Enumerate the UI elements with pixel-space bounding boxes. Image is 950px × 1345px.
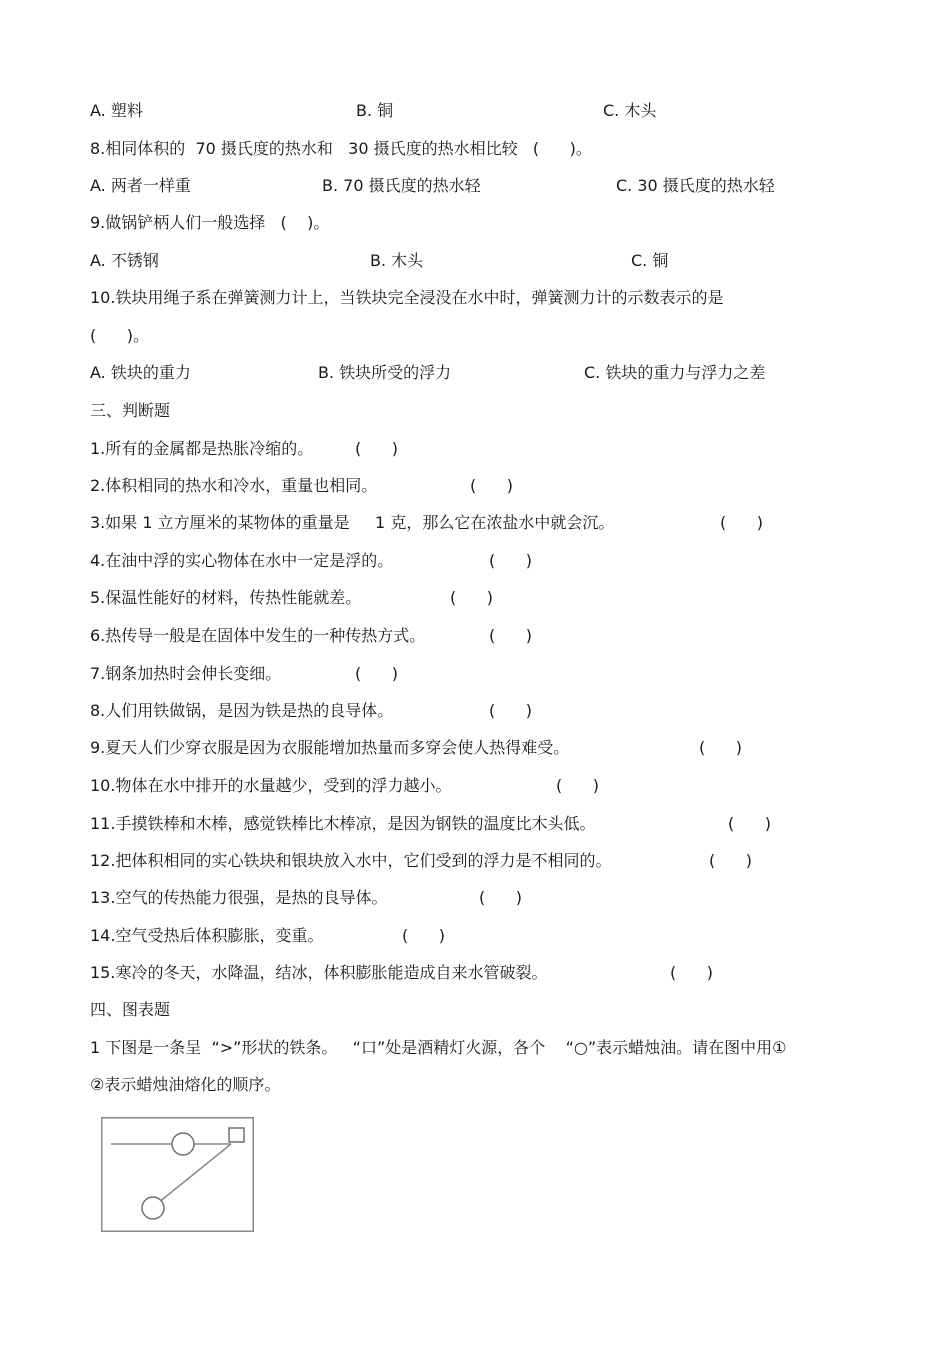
q10-option-b: B. 铁块所受的浮力	[318, 363, 452, 382]
judge-paren-12: ( )	[709, 851, 752, 870]
q7-option-b: B. 铜	[356, 101, 394, 120]
judge-item-9: 9.夏天人们少穿衣服是因为衣服能增加热量而多穿会使人热得难受。	[90, 738, 570, 757]
q9-option-c: C. 铜	[631, 251, 669, 270]
iron-bar-figure	[101, 1117, 254, 1232]
q8-stem: 8.相同体积的 70 摄氏度的热水和 30 摄氏度的热水相比较 ( )。	[90, 139, 592, 158]
judge-paren-11: ( )	[728, 814, 771, 833]
judge-item-15: 15.寒冷的冬天，水降温，结冰，体积膨胀能造成自来水管破裂。	[90, 963, 548, 982]
section4-title: 四、图表题	[90, 1000, 171, 1019]
judge-paren-5: ( )	[450, 588, 493, 607]
judge-paren-2: ( )	[470, 476, 513, 495]
wax-circle-icon	[142, 1197, 164, 1219]
judge-paren-10: ( )	[556, 776, 599, 795]
judge-item-10: 10.物体在水中排开的水量越少，受到的浮力越小。	[90, 776, 452, 795]
judge-paren-7: ( )	[355, 664, 398, 683]
judge-paren-3: ( )	[720, 513, 763, 532]
judge-item-2: 2.体积相同的热水和冷水，重量也相同。	[90, 476, 378, 495]
judge-paren-6: ( )	[489, 626, 532, 645]
judge-item-8: 8.人们用铁做锅，是因为铁是热的良导体。	[90, 701, 394, 720]
judge-item-6: 6.热传导一般是在固体中发生的一种传热方式。	[90, 626, 426, 645]
q8-option-b: B. 70 摄氏度的热水轻	[322, 176, 481, 195]
section4-q1-line2: ②表示蜡烛油熔化的顺序。	[90, 1075, 281, 1094]
q10-option-a: A. 铁块的重力	[90, 363, 191, 382]
judge-paren-14: ( )	[402, 926, 445, 945]
wax-circle-icon	[172, 1133, 194, 1155]
judge-item-7: 7.钢条加热时会伸长变细。	[90, 664, 282, 683]
judge-item-14: 14.空气受热后体积膨胀，变重。	[90, 926, 324, 945]
judge-item-1: 1.所有的金属都是热胀冷缩的。	[90, 439, 314, 458]
flame-square-icon	[229, 1128, 244, 1142]
iron-bar-diagonal	[158, 1144, 231, 1203]
judge-item-12: 12.把体积相同的实心铁块和银块放入水中，它们受到的浮力是不相同的。	[90, 851, 612, 870]
q10-stem-cont: ( )。	[90, 326, 150, 345]
judge-item-13: 13.空气的传热能力很强，是热的良导体。	[90, 888, 388, 907]
q7-option-a: A. 塑料	[90, 101, 143, 120]
q9-stem: 9.做锅铲柄人们一般选择 ( )。	[90, 213, 330, 232]
q10-stem: 10.铁块用绳子系在弹簧测力计上，当铁块完全浸没在水中时，弹簧测力计的示数表示的是	[90, 288, 724, 307]
q7-option-c: C. 木头	[603, 101, 657, 120]
judge-item-4: 4.在油中浮的实心物体在水中一定是浮的。	[90, 551, 394, 570]
judge-item-5: 5.保温性能好的材料，传热性能就差。	[90, 588, 362, 607]
q8-option-c: C. 30 摄氏度的热水轻	[616, 176, 775, 195]
q8-option-a: A. 两者一样重	[90, 176, 191, 195]
q9-option-b: B. 木头	[370, 251, 424, 270]
judge-paren-13: ( )	[479, 888, 522, 907]
section3-title: 三、判断题	[90, 401, 171, 420]
judge-item-11: 11.手摸铁棒和木棒，感觉铁棒比木棒凉，是因为钢铁的温度比木头低。	[90, 814, 596, 833]
judge-paren-1: ( )	[355, 439, 398, 458]
section4-q1-line1: 1 下图是一条呈 “>”形状的铁条。 “口”处是酒精灯火源，各个 “○”表示蜡烛油。请在图中用①	[90, 1038, 787, 1057]
judge-paren-4: ( )	[489, 551, 532, 570]
judge-paren-15: ( )	[670, 963, 713, 982]
q9-option-a: A. 不锈钢	[90, 251, 159, 270]
judge-paren-9: ( )	[699, 738, 742, 757]
judge-paren-8: ( )	[489, 701, 532, 720]
q10-option-c: C. 铁块的重力与浮力之差	[584, 363, 766, 382]
judge-item-3: 3.如果 1 立方厘米的某物体的重量是 1 克，那么它在浓盐水中就会沉。	[90, 513, 615, 532]
